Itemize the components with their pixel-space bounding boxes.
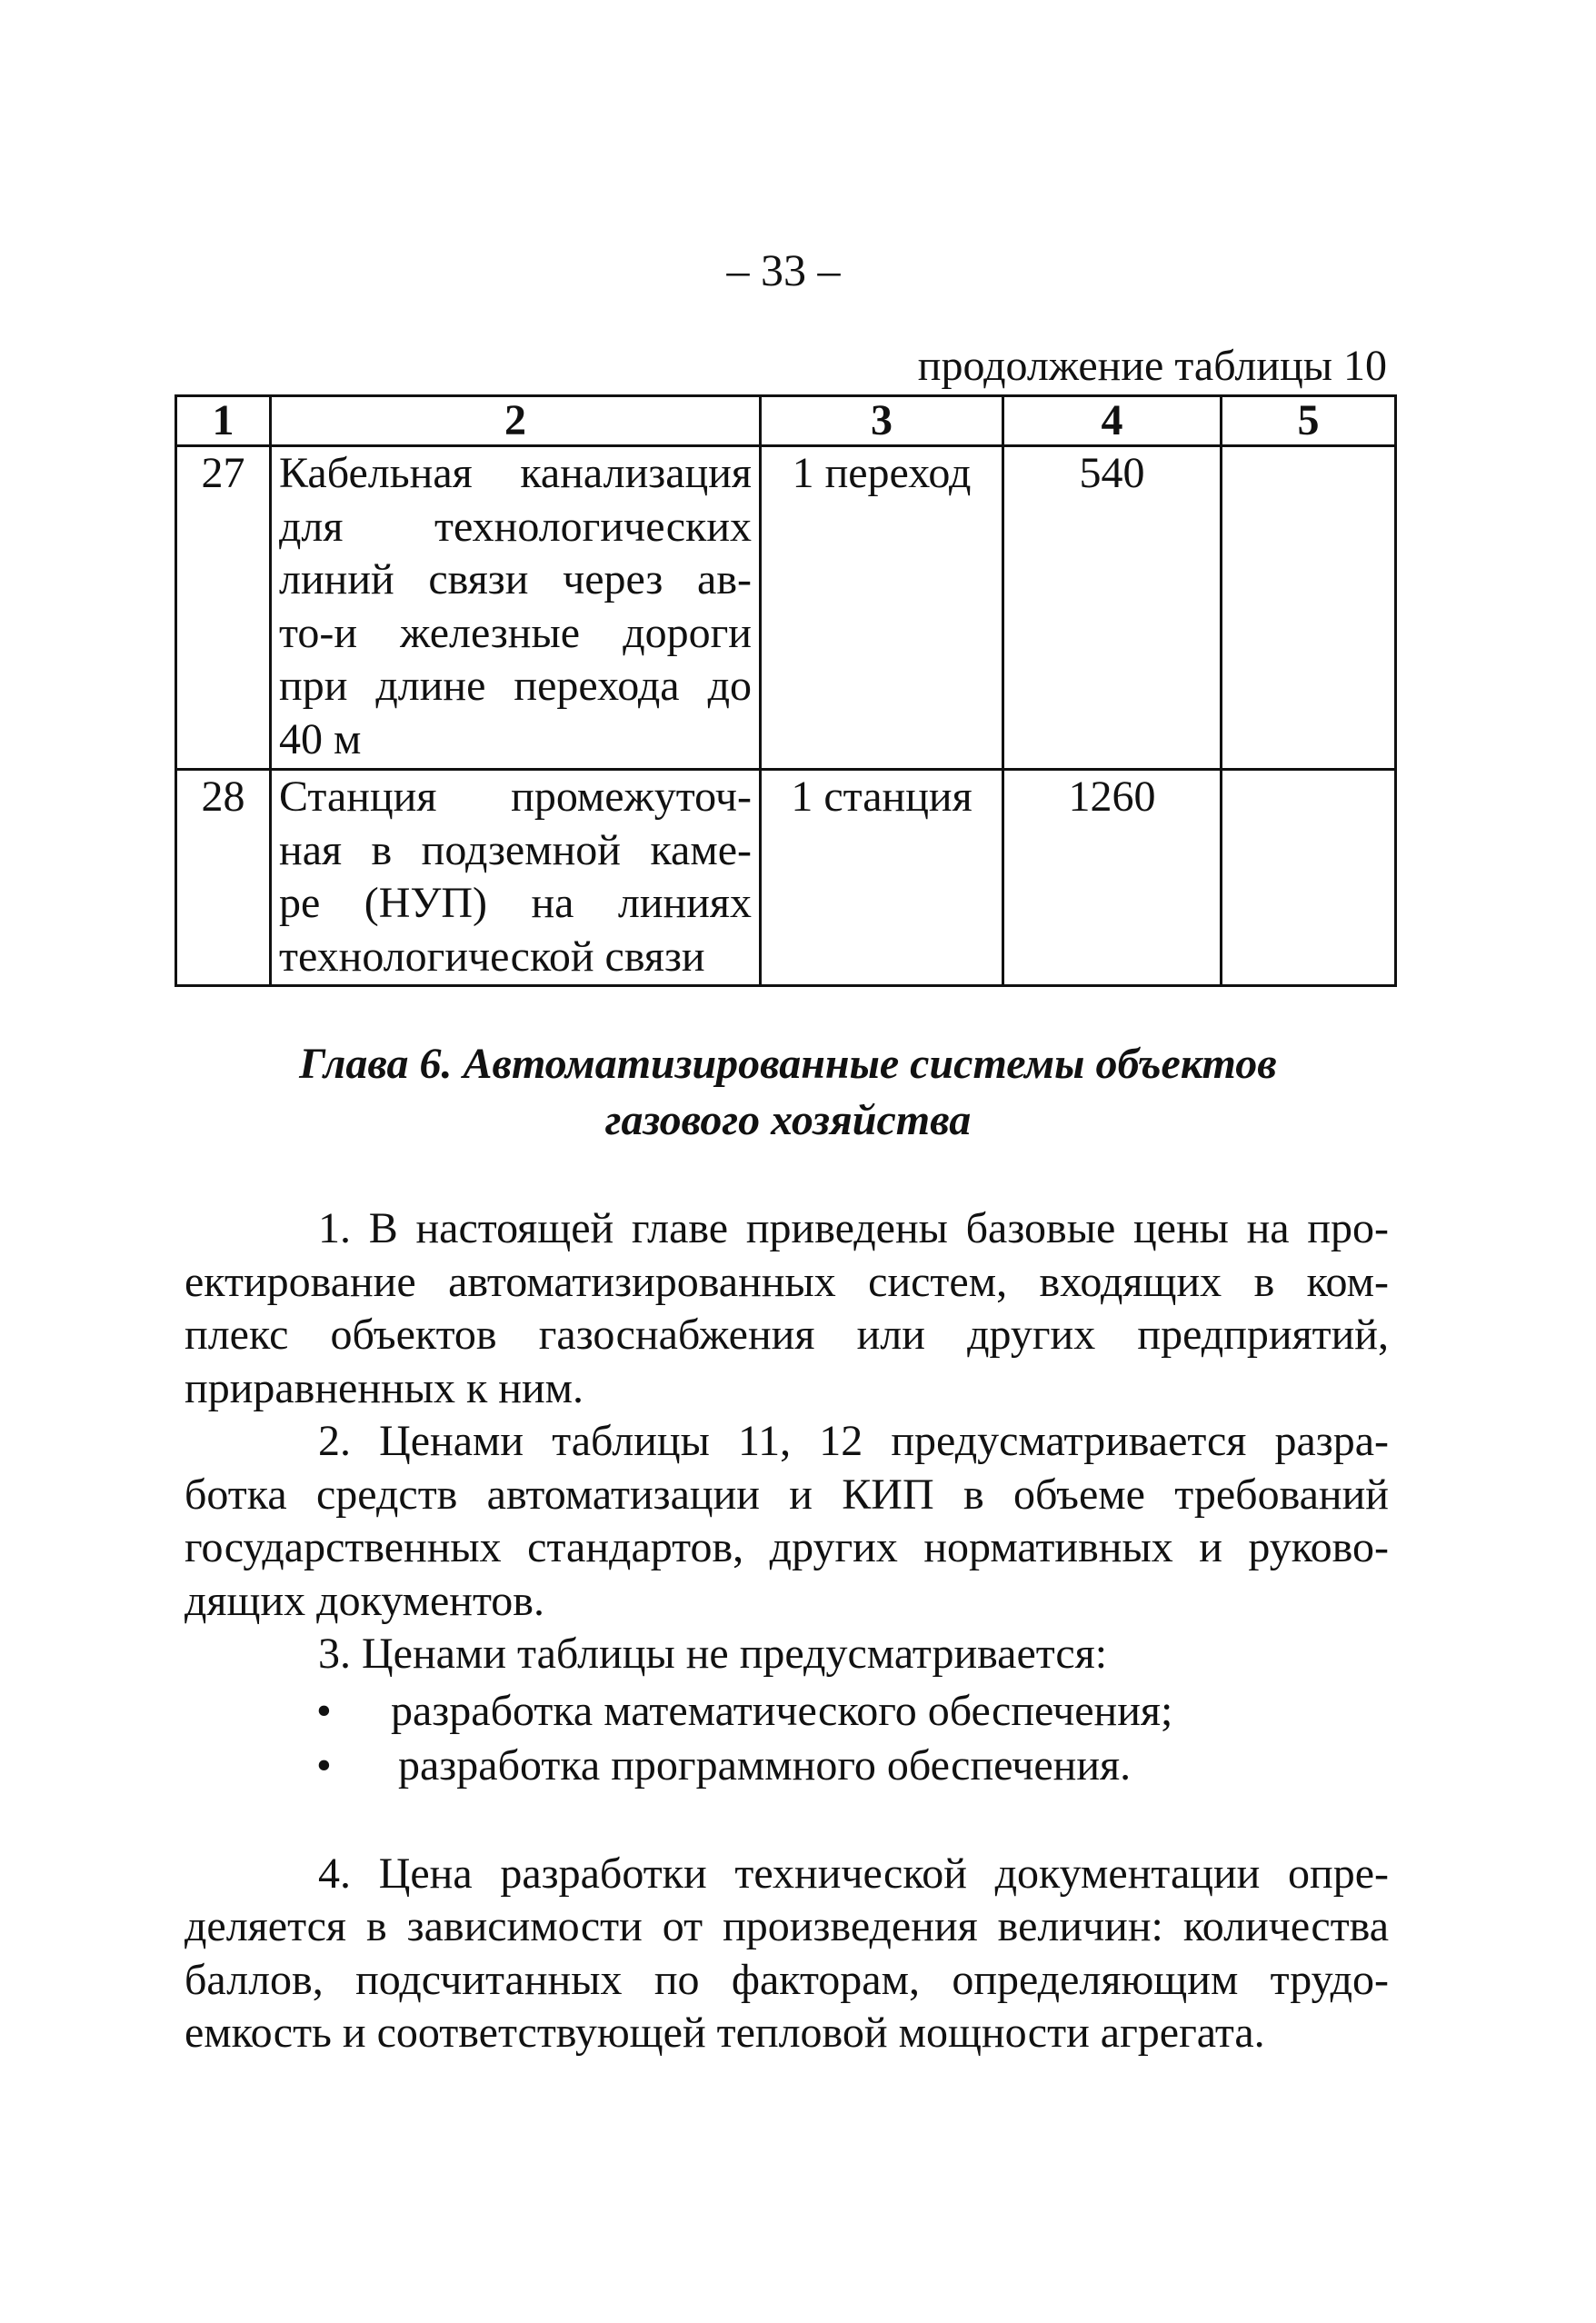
paragraph-3 xyxy=(185,1628,1389,1681)
paragraph-4 xyxy=(185,1848,1389,2060)
header-cell: 4 xyxy=(1003,396,1222,446)
row-price: 540 xyxy=(1003,446,1222,770)
page-number: – 33 – xyxy=(726,244,841,295)
text-line: Станция промежуточ- xyxy=(279,773,752,821)
row-price: 1260 xyxy=(1003,770,1222,986)
table-header-row xyxy=(176,396,1396,446)
row-name xyxy=(271,770,761,986)
text-line: ектирование автоматизированных систем, входящих в ком- xyxy=(185,1257,1389,1306)
text-line: дящих документов. xyxy=(185,1576,544,1625)
bullet-item xyxy=(185,1685,1389,1739)
text-line: ная в подземной каме- xyxy=(279,825,752,874)
text-line: Кабельная канализация xyxy=(279,449,752,497)
row-unit: 1 переход xyxy=(761,446,1003,770)
text-line: ре (НУП) на линиях xyxy=(279,879,752,927)
bullet-icon: • xyxy=(316,1741,332,1790)
text-line: ботка средств автоматизации и КИП в объеме требований xyxy=(185,1470,1389,1519)
text-line: 4. Цена разработки технической документации опре- xyxy=(318,1849,1389,1898)
text-line: то-и железные дороги xyxy=(279,608,752,657)
text-line: технологической связи xyxy=(279,932,705,981)
row-number: 27 xyxy=(176,446,271,770)
paragraph-1 xyxy=(185,1202,1389,1415)
text-line: при длине перехода до xyxy=(279,662,752,710)
text-line: государственных стандартов, других нормативных и руково- xyxy=(185,1523,1389,1571)
text-line: плекс объектов газоснабжения или других предприятий, xyxy=(185,1311,1389,1359)
bullet-icon: • xyxy=(316,1686,332,1735)
row-note xyxy=(1222,770,1396,986)
chapter-heading xyxy=(0,1036,1576,1149)
text-line: 2. Ценами таблицы 11, 12 предусматривается разра- xyxy=(318,1417,1389,1465)
text-line: приравненных к ним. xyxy=(185,1363,584,1412)
paragraph-2 xyxy=(185,1415,1389,1628)
row-unit: 1 станция xyxy=(761,770,1003,986)
body-text xyxy=(185,1202,1389,2060)
row-number: 28 xyxy=(176,770,271,986)
bullet-item xyxy=(185,1740,1389,1793)
text-line: 1. В настоящей главе приведены базовые цены на про- xyxy=(318,1204,1389,1252)
table-row xyxy=(176,770,1396,986)
bullet-text: разработка математического обеспечения; xyxy=(391,1686,1173,1735)
bullet-text: разработка программного обеспечения. xyxy=(398,1741,1132,1790)
table-row xyxy=(176,446,1396,770)
header-cell: 1 xyxy=(176,396,271,446)
heading-line: Глава 6. Автоматизированные системы объектов xyxy=(299,1040,1277,1088)
text-line: емкость и соответствующей тепловой мощности агрегата. xyxy=(185,2009,1265,2057)
heading-line: газового хозяйства xyxy=(604,1096,972,1144)
text-line: 40 м xyxy=(279,714,362,763)
text-line: деляется в зависимости от произведения величин: количества xyxy=(185,1902,1389,1950)
text-line: для технологических xyxy=(279,502,752,551)
text-line: 3. Ценами таблицы не предусматривается: xyxy=(318,1630,1108,1678)
text-line: линий связи через ав- xyxy=(279,555,752,603)
price-table xyxy=(175,394,1397,987)
header-cell: 3 xyxy=(761,396,1003,446)
header-cell: 5 xyxy=(1222,396,1396,446)
table-caption: продолжение таблицы 10 xyxy=(917,342,1387,390)
row-name xyxy=(271,446,761,770)
row-note xyxy=(1222,446,1396,770)
header-cell: 2 xyxy=(271,396,761,446)
text-line: баллов, подсчитанных по факторам, определяющим трудо- xyxy=(185,1955,1389,2004)
